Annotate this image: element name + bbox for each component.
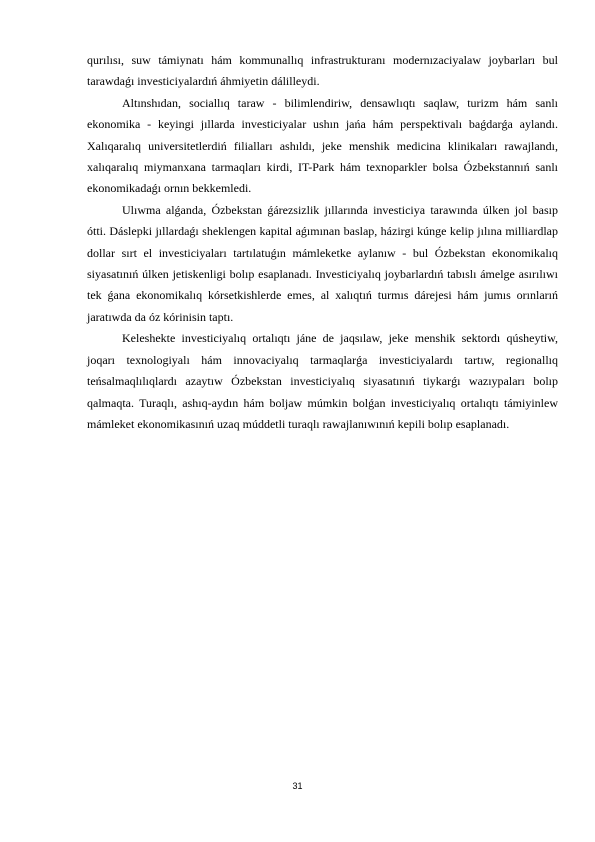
paragraph-continuation: qurılısı, suw támiynatı hám kommunallıq infrastrukturanı modernızaciyalaw joybarları bul tarawdaǵı investiciyalardıń áhmiyetin dálilleydi. [87, 53, 558, 89]
page-number: 31 [292, 781, 303, 791]
paragraph-summary: Ulıwma alǵanda, Ózbekstan ǵárezsizlik jıllarında investiciya tarawında úlken jol basıp ótti. Dáslepki jıllardaǵı sheklengen kapital aǵımınan baslap, házirgi kúnge kelip jılına milliardlap dollar sırt el investiciyaları tartılatuǵın mámleketke aylanıw - bul Ózbekstan ekonomikalıq siyasatınıń úlken jetiskenligi bolıp esaplanadı. Investiciyalıq joybarlardıń tabıslı ámelge asırılıwı tek ǵana ekonomikalıq kórsetkishlerde emes, al xalıqtıń turmıs dárejesi hám jumıs orınlarıń jaratıwda da óz kórinisin taptı. [87, 202, 558, 324]
body-text [87, 50, 558, 435]
paragraph-future: Keleshekte investiciyalıq ortalıqtı jáne de jaqsılaw, jeke menshik sektordı qúsheytiw, joqarı texnologiyalı hám innovaciyalıq tarmaqlarǵa investiciyalardı tartıw, regionallıq teńsalmaqlılıqlardı azaytıw Ózbekstan investiciyalıq siyasatınıń tiykarǵı wazıypaları bolıp qalmaqta. Turaqlı, ashıq-aydın hám boljaw múmkin bolǵan investiciyalıq ortalıqtı támiyinlew mámleket ekonomikasınıń uzaq múddetli turaqlı rawajlanıwınıń kepili bolıp esaplanadı. [87, 331, 558, 431]
paragraph-social-sector: Altınshıdan, sociallıq taraw - bilimlendiriw, densawlıqtı saqlaw, turizm hám sanlı ekonomika - keyingi jıllarda investiciyalar ushın jańa hám perspektivalı baǵdarǵa aylandı. Xalıqaralıq universitetlerdiń filialları ashıldı, jeke menshik medicina klinikaları rawajlandı, xalıqaralıq miymanxana tarmaqları kirdi, IT-Park hám texnoparkler bolsa Ózbekstannıń sanlı ekonomikadaǵı ornın bekkemledi. [87, 95, 558, 196]
